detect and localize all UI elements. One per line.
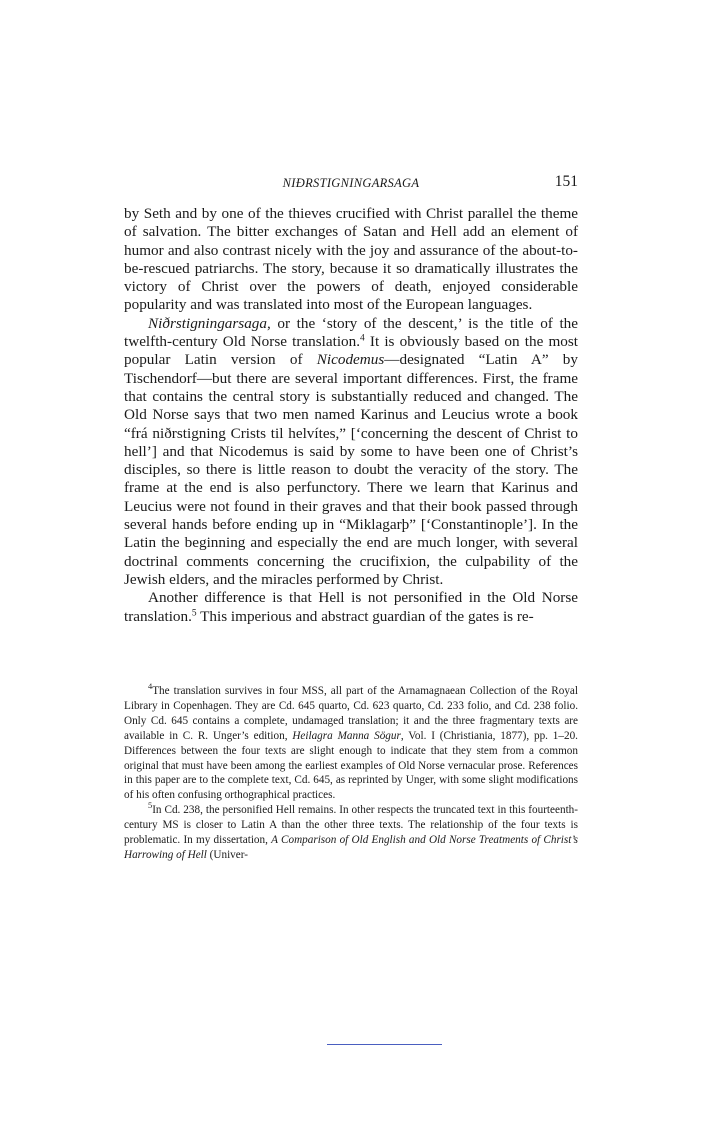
page-number: 151 — [554, 173, 578, 190]
paragraph-1 — [124, 205, 578, 315]
body-text — [124, 205, 578, 626]
running-title: NIÐRSTIGNINGARSAGA — [282, 176, 420, 190]
paragraph-3 — [124, 589, 578, 626]
paragraph-3-text-a: Another difference is that Hell is not personified in the Old Norse translation. — [124, 589, 578, 625]
footnote-5-title: A Comparison of Old English and Old Norse Treatments of Christ’s Harrowing of Hell — [124, 834, 579, 861]
nicodemus-title: Nicodemus — [316, 351, 385, 369]
bottom-link-rule[interactable] — [327, 1044, 442, 1045]
paragraph-1-text: by Seth and by one of the thieves crucified with Christ parallel the theme of salvation. The bitter exchanges of Satan and Hell add an element of humor and also contrast nicely with the joy and assurance of the about-to-be-rescued patriarchs. The story, because it so dramatically illustrates the victory of Christ over the powers of death, enjoyed considerable popularity and was translated into most of the European languages. — [124, 205, 578, 314]
footnote-5-text-a: In Cd. 238, the personified Hell remains. In other respects the truncated text in this fourteenth-century MS is closer to Latin A than the other three texts. The relationship of the four texts is problematic. In my dissertation, — [124, 804, 578, 847]
footnote-4-title: Heilagra Manna Sögur — [292, 729, 401, 742]
footnote-5 — [124, 803, 578, 863]
paragraph-2-text-c: —designated “Latin A” by Tischendorf—but there are several important differences. First, the frame that contains the central story is substantially reduced and changed. The Old Norse says that two men named Karinus and Leucius wrote a book “frá niðrstigning Crists til helvítes,” [‘concerning the descent of Christ to hell’] and that Nicodemus is said by some to have been one of Christ’s disciples, so there is little reason to doubt the veracity of the story. The frame at the end is also perfunctory. There we learn that Karinus and Leucius were not found in their graves and that their book passed through several hands before ending up in “Miklagarþ” [‘Constantinople’]. In the Latin the beginning and especially the end are much longer, with several doctrinal comments concerning the crucifixion, the culpability of the Jewish elders, and the miracles performed by Christ. — [124, 351, 578, 588]
footnotes — [124, 681, 579, 863]
footnote-ref-5[interactable]: 5 — [191, 607, 197, 618]
paragraph-2 — [124, 315, 578, 589]
footnote-4 — [124, 681, 578, 803]
running-head — [124, 173, 578, 193]
footnote-4-text-b: , Vol. I (Christiania, 1877), pp. 1–20. Differences between the four texts are slight enough to indicate that they stem from a common original that must have been among the earliest examples of Old Norse vernacular prose. References in this paper are to the complete text, Cd. 645, as reprinted by Unger, with some slight modifications of his often confusing orthographical practices. — [124, 729, 578, 802]
footnote-4-text-a: The translation survives in four MSS, all part of the Arnamagnaean Collection of the Royal Library in Copenhagen. They are Cd. 645 quarto, Cd. 623 quarto, Cd. 233 folio, and Cd. 238 folio. Only Cd. 645 contains a complete, undamaged translation; it and the three fragmentary texts are available in C. R. Unger’s edition, — [124, 685, 578, 742]
paragraph-3-text-b: This imperious and abstract guardian of the gates is re- — [196, 607, 534, 625]
footnote-ref-4[interactable]: 4 — [360, 333, 365, 344]
saga-title: Niðrstigningarsaga — [148, 314, 267, 332]
paragraph-2-text-b: It is obviously based on the most popular Latin version of — [124, 333, 578, 369]
footnote-4-marker: 4 — [148, 681, 153, 691]
footnote-5-marker: 5 — [148, 801, 153, 811]
paragraph-2-text-a: , or the ‘story of the descent,’ is the title of the twelfth-century Old Norse translation. — [124, 314, 578, 351]
footnote-5-text-b: (Univer- — [206, 848, 248, 861]
